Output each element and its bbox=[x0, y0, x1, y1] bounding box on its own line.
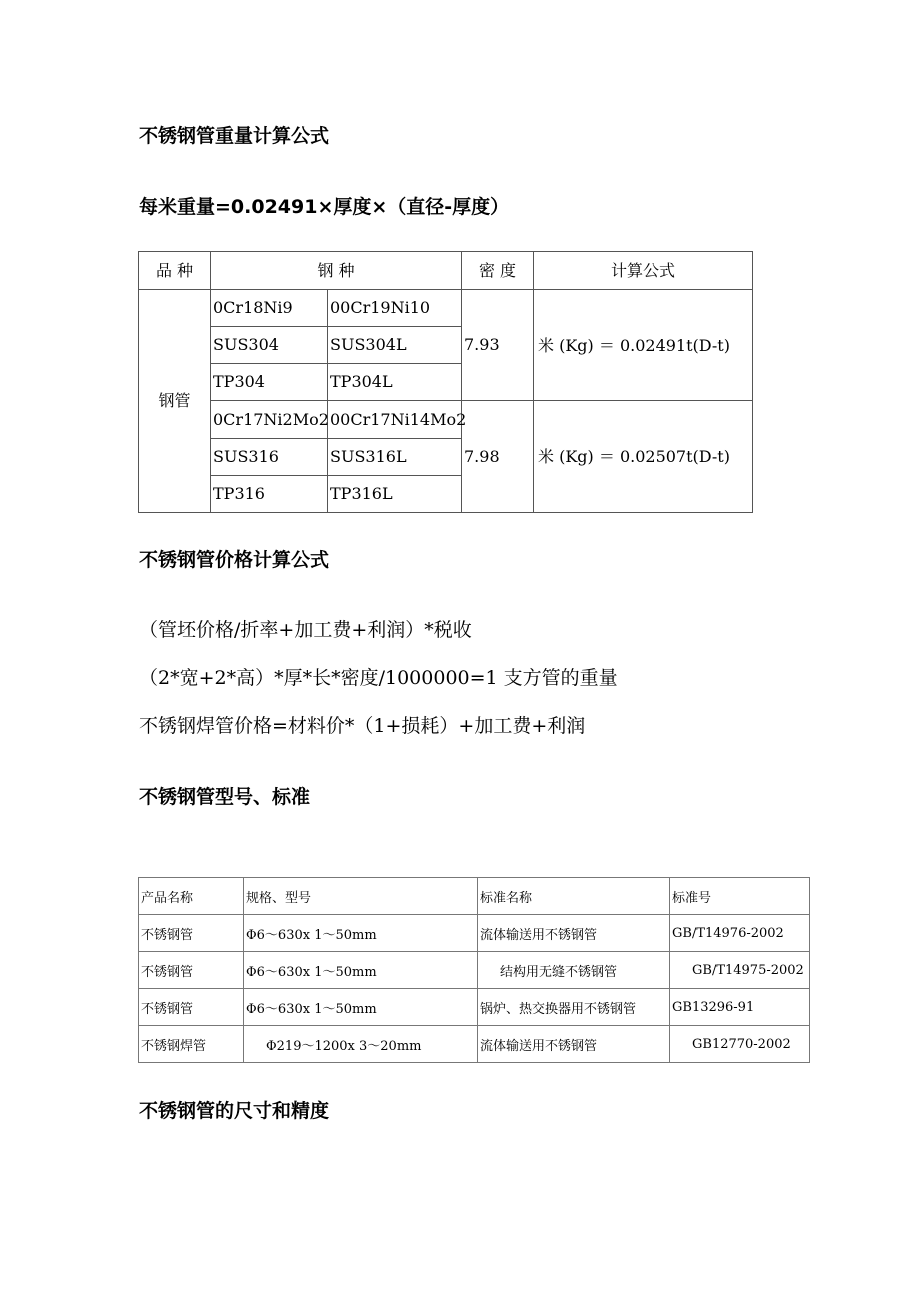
grade-cell: TP316L bbox=[328, 476, 462, 513]
header-formula: 计算公式 bbox=[534, 252, 753, 290]
standard-no-cell: GB12770-2002 bbox=[670, 1026, 810, 1063]
table-row bbox=[139, 290, 753, 327]
standard-name-cell: 流体输送用不锈钢管 bbox=[478, 1026, 670, 1063]
header-variety: 品 种 bbox=[139, 252, 211, 290]
grade-cell: TP304 bbox=[211, 364, 328, 401]
table-row bbox=[139, 401, 753, 439]
product-cell: 不锈钢焊管 bbox=[139, 1026, 244, 1063]
grade-cell: TP316 bbox=[211, 476, 328, 513]
table-row bbox=[139, 989, 810, 1026]
header-product: 产品名称 bbox=[139, 878, 244, 915]
models-standards-heading: 不锈钢管型号、标准 bbox=[139, 786, 311, 808]
table-row bbox=[139, 952, 810, 989]
grade-cell: SUS316L bbox=[328, 439, 462, 476]
grade-cell: 00Cr19Ni10 bbox=[328, 290, 462, 327]
weight-formula-text: 每米重量=0.02491×厚度×（直径-厚度） bbox=[139, 196, 510, 218]
price-formula-heading: 不锈钢管价格计算公式 bbox=[139, 549, 330, 571]
price-formula-line: 不锈钢焊管价格=材料价*（1+损耗）+加工费+利润 bbox=[139, 715, 586, 737]
density-cell: 7.93 bbox=[462, 290, 534, 401]
price-formula-line: （2*宽+2*高）*厚*长*密度/1000000=1 支方管的重量 bbox=[139, 667, 618, 689]
table-header-row bbox=[139, 878, 810, 915]
product-cell: 不锈钢管 bbox=[139, 915, 244, 952]
grade-cell: 0Cr18Ni9 bbox=[211, 290, 328, 327]
product-cell: 不锈钢管 bbox=[139, 989, 244, 1026]
standard-name-cell: 锅炉、热交换器用不锈钢管 bbox=[478, 989, 670, 1026]
grade-cell: SUS316 bbox=[211, 439, 328, 476]
grade-cell: TP304L bbox=[328, 364, 462, 401]
spec-cell: Φ6～630x 1～50mm bbox=[244, 989, 478, 1026]
price-formula-line: （管坯价格/折率+加工费+利润）*税收 bbox=[139, 619, 472, 641]
variety-cell: 钢管 bbox=[139, 290, 211, 513]
spec-cell: Φ6～630x 1～50mm bbox=[244, 952, 478, 989]
weight-formula-heading: 不锈钢管重量计算公式 bbox=[139, 125, 330, 147]
header-standard-no: 标准号 bbox=[670, 878, 810, 915]
header-standard-name: 标准名称 bbox=[478, 878, 670, 915]
spec-cell: Φ219～1200x 3～20mm bbox=[244, 1026, 478, 1063]
standard-name-cell: 流体输送用不锈钢管 bbox=[478, 915, 670, 952]
grade-cell: 0Cr17Ni2Mo2 bbox=[211, 401, 328, 439]
table-row bbox=[139, 1026, 810, 1063]
size-precision-heading: 不锈钢管的尺寸和精度 bbox=[139, 1100, 330, 1122]
grade-cell: SUS304L bbox=[328, 327, 462, 364]
standard-no-cell: GB/T14975-2002 bbox=[670, 952, 810, 989]
header-steel-grade: 钢 种 bbox=[211, 252, 462, 290]
standard-no-cell: GB13296-91 bbox=[670, 989, 810, 1026]
header-density: 密 度 bbox=[462, 252, 534, 290]
weight-table bbox=[138, 251, 753, 513]
product-cell: 不锈钢管 bbox=[139, 952, 244, 989]
density-cell: 7.98 bbox=[462, 401, 534, 513]
spec-cell: Φ6～630x 1～50mm bbox=[244, 915, 478, 952]
table-row bbox=[139, 915, 810, 952]
standard-name-cell: 结构用无缝不锈钢管 bbox=[478, 952, 670, 989]
header-spec: 规格、型号 bbox=[244, 878, 478, 915]
standards-table bbox=[138, 877, 810, 1063]
formula-cell: 米 (Kg) ＝ 0.02491t(D-t) bbox=[534, 290, 753, 401]
standard-no-cell: GB/T14976-2002 bbox=[670, 915, 810, 952]
table-header-row bbox=[139, 252, 753, 290]
grade-cell: 00Cr17Ni14Mo2 bbox=[328, 401, 462, 439]
grade-cell: SUS304 bbox=[211, 327, 328, 364]
formula-cell: 米 (Kg) ＝ 0.02507t(D-t) bbox=[534, 401, 753, 513]
